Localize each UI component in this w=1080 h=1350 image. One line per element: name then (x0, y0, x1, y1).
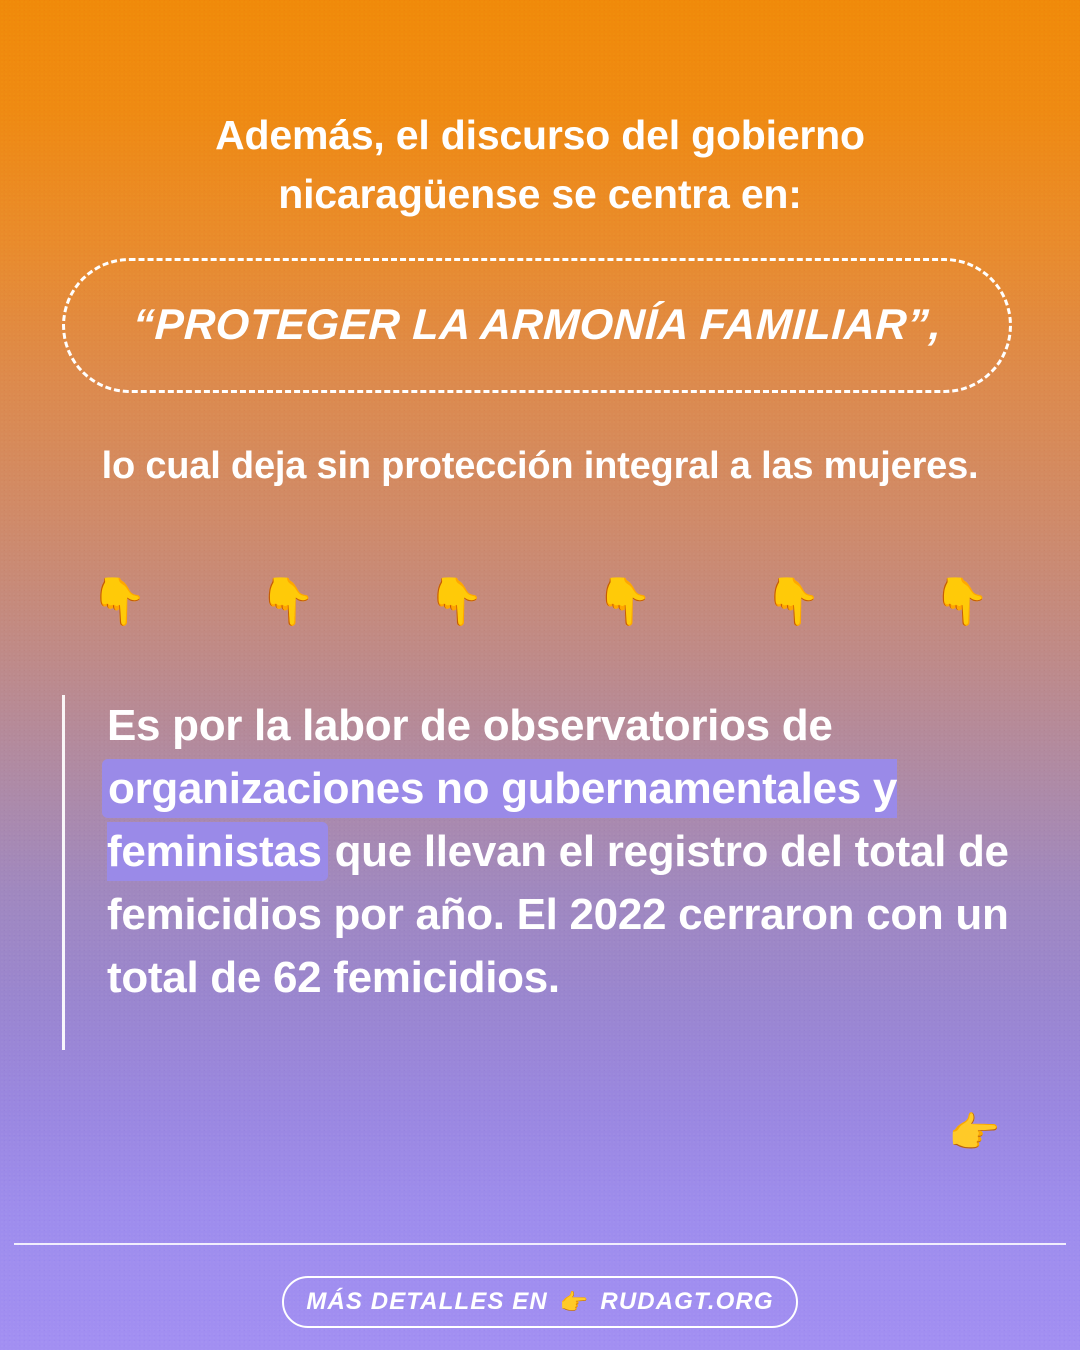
paragraph-part-2: que llevan el registro del total de femicidios por año. El 2022 cerraron con un total de (107, 826, 1009, 1002)
footer-site-url[interactable]: RUDAGT.ORG (600, 1288, 774, 1315)
footer-cta-pill[interactable] (282, 1276, 798, 1328)
quote-text: “PROTEGER LA ARMONÍA FAMILIAR”, (131, 301, 943, 349)
footer-divider (14, 1243, 1066, 1245)
footer-cta-label: MÁS DETALLES EN (306, 1288, 548, 1315)
pointing-down-hand-icon: 👇 (427, 575, 485, 627)
headline-text: Además, el discurso del gobierno nicaragüense se centra en: (215, 112, 865, 218)
pointing-hands-row (90, 575, 990, 627)
paragraph-highlight: organizaciones no gubernamentales y feministas (107, 763, 898, 876)
quote-pill (62, 258, 1012, 393)
pointing-down-hand-icon: 👇 (764, 575, 822, 627)
pointing-down-hand-icon: 👇 (932, 575, 990, 627)
pointing-down-hand-icon: 👇 (258, 575, 316, 627)
pointing-right-hand-icon: 👉 (948, 1109, 1001, 1156)
pointing-down-hand-icon: 👇 (90, 575, 148, 627)
paragraph-bold-end: 62 femicidios. (272, 952, 560, 1002)
subline-text: lo cual deja sin protección integral a las mujeres. (101, 445, 979, 487)
body-paragraph-block (62, 695, 1022, 1050)
body-paragraph (107, 695, 1022, 1010)
footer-pointing-right-hand-icon: 👉 (559, 1288, 589, 1315)
paragraph-part-1: Es por la labor de observatorios de (107, 701, 833, 750)
pointing-down-hand-icon: 👇 (595, 575, 653, 627)
